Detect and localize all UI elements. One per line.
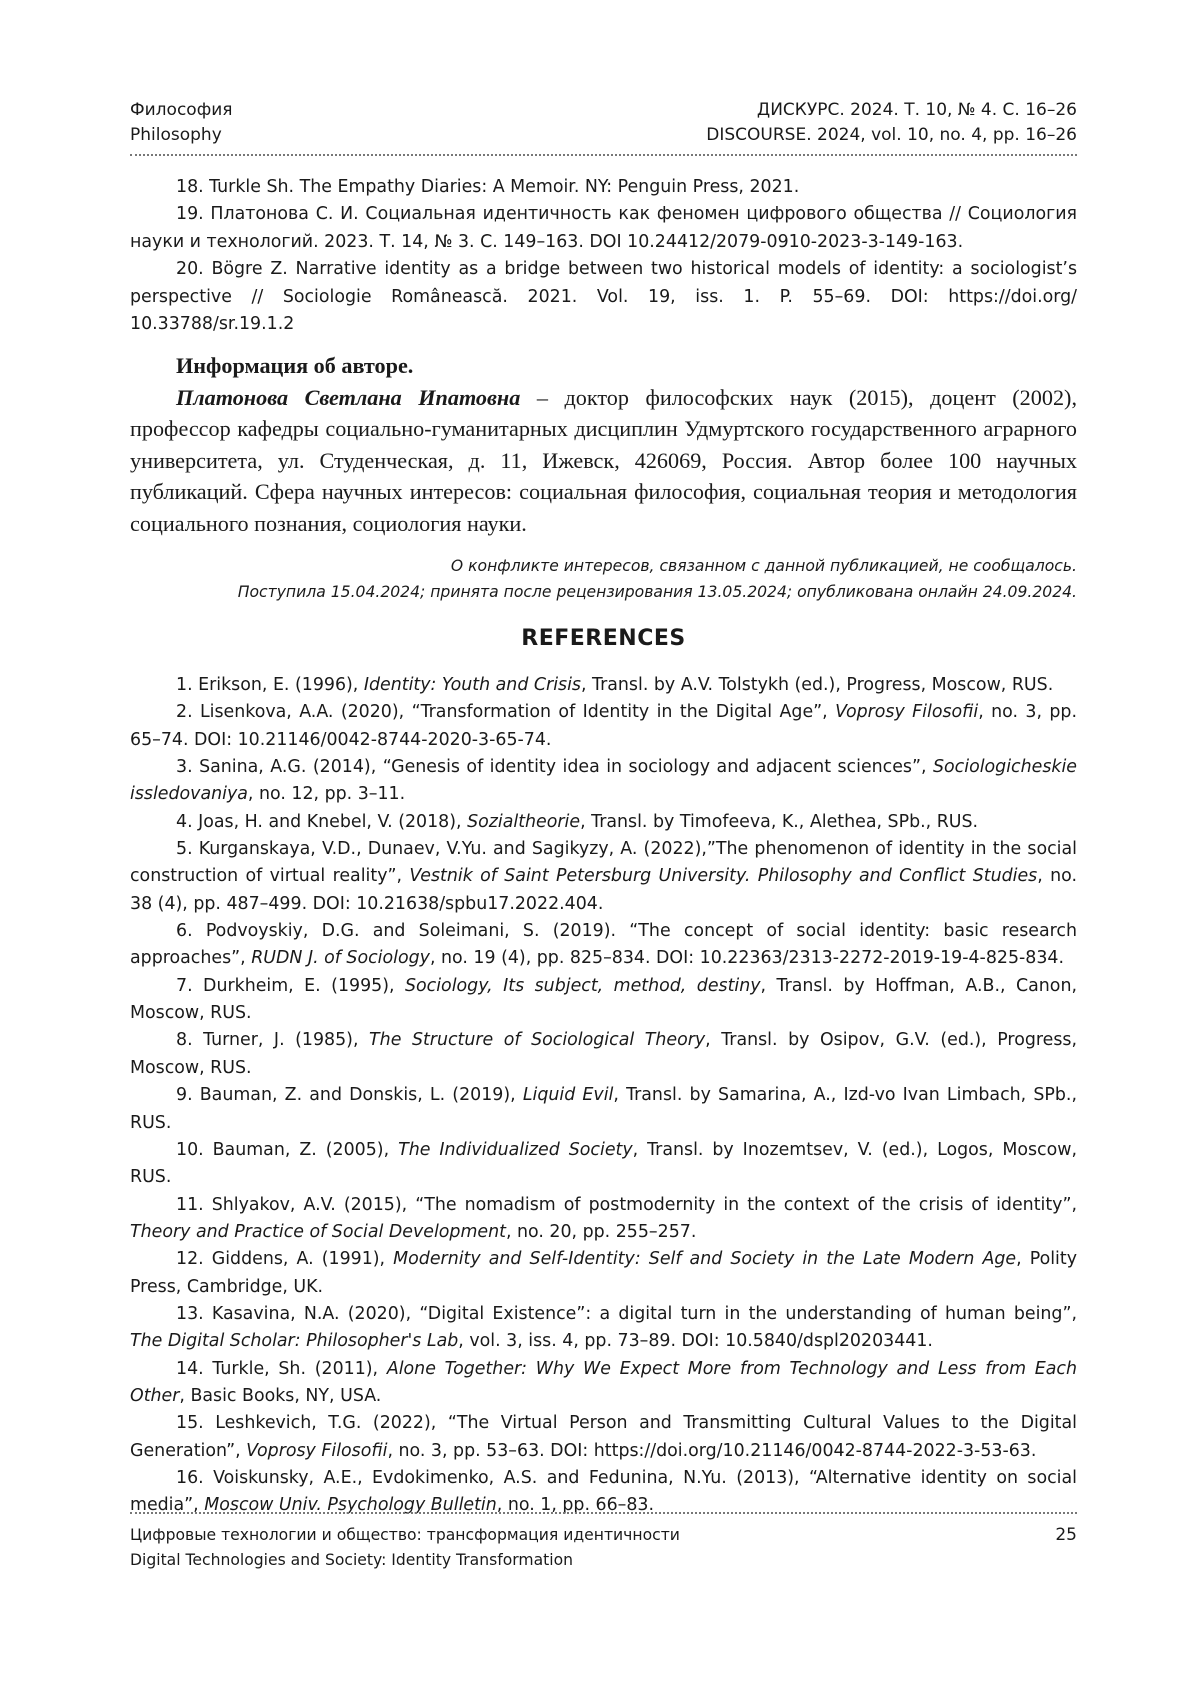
header-section [130, 98, 233, 148]
footer-divider [130, 1512, 1077, 1514]
reference-details: , Transl. by Samarina, A., Izd-vo Ivan Limbach, SPb., RUS. [130, 1085, 1077, 1133]
reference-source-title: Identity: Youth and Crisis [363, 675, 581, 695]
reference-text: 10. Bauman, Z. (2005), [176, 1139, 399, 1160]
author-bio-text: – доктор философских наук (2015), доцент (2002), профессор кафедры социально-гуманитарных дисциплин Удмуртского государственного аграрного университета, ул. Студенческая, д. 11, Ижевск, 426069, Россия. Автор более 100 научных публикаций. Сфера научных интересов: социальная философия, социальная теория и методология социального познания, социология науки. [130, 384, 1077, 536]
header-section-en: Philosophy [130, 125, 222, 145]
reference-details: , Polity Press, Cambridge, UK. [130, 1249, 1077, 1297]
reference-details: , no. 12, pp. 3–11. [247, 784, 406, 805]
reference-details: , vol. 3, iss. 4, pp. 73–89. DOI: 10.5840/dspl20203441. [458, 1331, 933, 1352]
reference-source-title: Theory and Practice of Social Development [130, 1221, 506, 1242]
running-footer [130, 1523, 1077, 1573]
reference-item [130, 1192, 1077, 1247]
reference-item [130, 973, 1077, 1028]
reference-text: 14. Turkle, Sh. (2011), [176, 1358, 387, 1379]
reference-text: 16. Voiskunsky, A.E., Evdokimenko, A.S. and Fedunina, N.Yu. (2013), “Alternative identity on social media”, [130, 1467, 1077, 1516]
reference-details: , no. 3, pp. 53–63. DOI: https://doi.org/10.21146/0042-8744-2022-3-53-63. [387, 1440, 1037, 1461]
reference-text: 12. Giddens, A. (1991), [176, 1249, 394, 1270]
reference-source-title: Moscow Univ. Psychology Bulletin [204, 1495, 497, 1516]
reference-details: , Basic Books, NY, USA. [179, 1385, 382, 1406]
reference-item [130, 1246, 1077, 1301]
reference-text: 5. Kurganskaya, V.D., Dunaev, V.Yu. and Sagikyzy, A. (2022),”The phenomenon of identity in the social construction of virtual reality”, [130, 839, 1077, 887]
reference-item [130, 1301, 1077, 1356]
references-list [130, 672, 1077, 1520]
reference-item [130, 672, 1077, 699]
reference-item [130, 1410, 1077, 1465]
reference-source-title: Sociologicheskie issledovaniya [130, 757, 1077, 805]
conflict-of-interest-note: О конфликте интересов, связанном с данной публикацией, не сообщалось. [450, 557, 1077, 575]
author-info-heading: Информация об авторе. [176, 353, 414, 378]
reference-details: , no. 3, pp. 65–74. DOI: 10.21146/0042-8744-2020-3-65-74. [130, 702, 1077, 750]
reference-text: 8. Turner, J. (1985), [176, 1030, 370, 1051]
publication-dates: Поступила 15.04.2024; принята после рецензирования 13.05.2024; опубликована онлайн 24.09.2024. [237, 583, 1077, 601]
reference-item [130, 1356, 1077, 1411]
reference-source-title: Alone Together: Why We Expect More from Technology and Less from Each Other [130, 1358, 1077, 1406]
reference-text: 9. Bauman, Z. and Donskis, L. (2019), [176, 1085, 523, 1106]
author-bio [130, 382, 1077, 540]
reference-item [130, 754, 1077, 809]
author-info [130, 350, 1077, 539]
reference-source-title: Liquid Evil [522, 1085, 614, 1106]
reference-item [130, 1027, 1077, 1082]
footer-title-en: Digital Technologies and Society: Identity Transformation [130, 1551, 574, 1569]
reference-item: 18. Turkle Sh. The Empathy Diaries: A Memoir. NY: Penguin Press, 2021. [176, 177, 800, 197]
reference-item [130, 836, 1077, 918]
publication-notes [238, 553, 1077, 605]
reference-details: , no. 20, pp. 255–257. [505, 1221, 697, 1242]
author-name: Платонова Светлана Ипатовна [176, 384, 521, 410]
reference-details: , Transl. by Inozemtsev, V. (ed.), Logos, Moscow, RUS. [130, 1139, 1077, 1188]
references-heading: REFERENCES [521, 626, 686, 651]
reference-details: , Transl. by A.V. Tolstykh (ed.), Progress, Moscow, RUS. [580, 675, 1054, 695]
reference-text: 7. Durkheim, E. (1995), [176, 975, 405, 996]
footer-title-ru: Цифровые технологии и общество: трансформация идентичности [130, 1526, 680, 1544]
reference-text: 1. Erikson, E. (1996), [176, 675, 364, 695]
header-section-ru: Философия [130, 100, 233, 120]
russian-references-tail [130, 174, 1077, 338]
reference-source-title: RUDN J. of Sociology [251, 948, 430, 969]
reference-details: , no. 19 (4), pp. 825–834. DOI: 10.22363/2313-2272-2019-19-4-825-834. [429, 948, 1065, 969]
reference-item [130, 699, 1077, 754]
reference-item [130, 1082, 1077, 1137]
reference-item: 20. Bögre Z. Narrative identity as a bridge between two historical models of identity: a sociologist’s perspective // Sociologie Românească. 2021. Vol. 19, iss. 1. P. 55–69. DOI: https://doi.org/ 10.33788/sr.19.1.2 [130, 259, 1077, 335]
reference-details: , Transl. by Osipov, G.V. (ed.), Progress, Moscow, RUS. [130, 1030, 1077, 1078]
header-divider [130, 154, 1077, 156]
reference-text: 4. Joas, H. and Knebel, V. (2018), [176, 811, 468, 832]
reference-text: 3. Sanina, A.G. (2014), “Genesis of identity idea in sociology and adjacent sciences”, [176, 757, 933, 778]
page-number: 25 [1055, 1525, 1077, 1545]
reference-source-title: Voprosy Filosofii [246, 1440, 388, 1461]
reference-details: , no. 1, pp. 66–83. [496, 1495, 655, 1516]
reference-source-title: Modernity and Self-Identity: Self and Society in the Late Modern Age [393, 1249, 1017, 1270]
reference-item [130, 918, 1077, 973]
reference-details: , Transl. by Hoffman, A.B., Canon, Moscow, RUS. [130, 975, 1077, 1024]
reference-details: , Transl. by Timofeeva, K., Alethea, SPb., RUS. [580, 811, 979, 832]
reference-source-title: Vestnik of Saint Petersburg University. Philosophy and Conflict Studies [409, 866, 1038, 887]
reference-text: 2. Lisenkova, A.A. (2020), “Transformation of Identity in the Digital Age”, [176, 702, 836, 723]
reference-source-title: Sozialtheorie [467, 811, 581, 832]
header-journal [706, 98, 1077, 148]
running-header [130, 98, 1077, 148]
reference-text: 13. Kasavina, N.A. (2020), “Digital Existence”: a digital turn in the understanding of human being”, [176, 1303, 1077, 1324]
reference-item: 19. Платонова С. И. Социальная идентичность как феномен цифрового общества // Социология науки и технологий. 2023. Т. 14, № 3. С. 149–163. DOI 10.24412/2079-0910-2023-3-149-163. [130, 204, 1077, 252]
reference-text: 11. Shlyakov, A.V. (2015), “The nomadism of postmodernity in the context of the crisis of identity”, [176, 1194, 1077, 1215]
header-journal-ru: ДИСКУРС. 2024. Т. 10, № 4. С. 16–26 [756, 100, 1077, 120]
reference-source-title: Voprosy Filosofii [835, 702, 979, 723]
reference-details: , no. 38 (4), pp. 487–499. DOI: 10.21638/spbu17.2022.404. [130, 866, 1077, 914]
reference-text: 15. Leshkevich, T.G. (2022), “The Virtual Person and Transmitting Cultural Values to the Digital Generation”, [130, 1413, 1077, 1461]
reference-item [130, 1137, 1077, 1192]
reference-source-title: Sociology, Its subject, method, destiny [404, 975, 761, 996]
reference-text: 6. Podvoyskiy, D.G. and Soleimani, S. (2019). “The concept of social identity: basic research approaches”, [130, 921, 1077, 969]
reference-source-title: The Digital Scholar: Philosopher's Lab [130, 1331, 459, 1352]
reference-item [130, 809, 1077, 836]
header-journal-en: DISCOURSE. 2024, vol. 10, no. 4, pp. 16–26 [706, 125, 1077, 145]
reference-source-title: The Individualized Society [398, 1139, 633, 1160]
reference-source-title: The Structure of Sociological Theory [369, 1030, 706, 1051]
